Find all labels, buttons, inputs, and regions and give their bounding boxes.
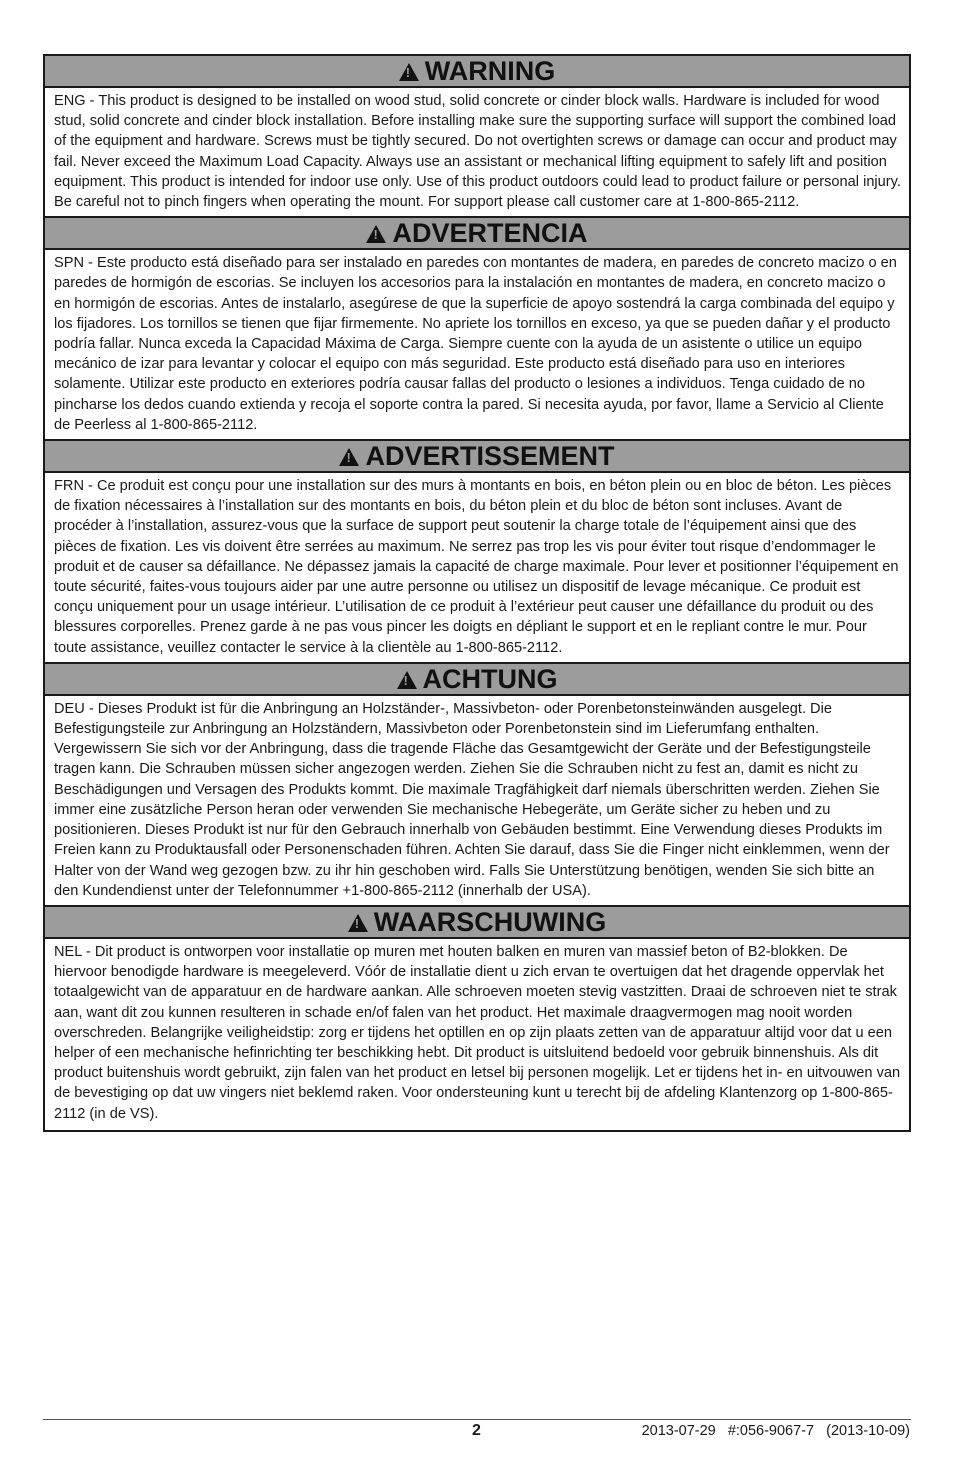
warning-title: WAARSCHUWING [373, 906, 607, 937]
warning-triangle-icon [397, 671, 417, 689]
page-number: 2 [472, 1422, 481, 1439]
warning-text-frn: FRN - Ce produit est conçu pour une installation sur des murs à montants en bois, en béton plein ou en bloc de béton. Les pièces de fixation nécessaires à l’installation sur des montants en bois, du béton plein et du bloc de béton sont incluses. Avant de procéder à l’installation, assurez-vous que la surface de support peut soutenir la charge totale de l’équipement ainsi que des pièces de fixation. Les vis doivent être serrées au maximum. Ne serrez pas trop les vis pour éviter tout risque d’endommager le produit et de causer sa défaillance. Ne dépassez jamais la capacité de charge maximale. Pour lever et positionner l’équipement en toute sécurité, faites-vous toujours aider par une autre personne ou utilisez un dispositif de levage mécanique. Ce produit est conçu uniquement pour un usage intérieur. L’utilisation de ce produit à l’extérieur peut causer une défaillance du produit ou des blessures corporelles. Prenez garde à ne pas vous pincer les doigts en dépliant le support et en le repliant contre le mur. Pour toute assistance, veuillez contacter le service à la clientèle au 1-800-865-2112. [45, 473, 909, 664]
warning-triangle-icon [339, 448, 359, 466]
warning-text-eng: ENG - This product is designed to be installed on wood stud, solid concrete or cinder block walls. Hardware is included for wood stud, solid concrete and cinder block installation. Before installing make sure the supporting surface will support the combined load of the equipment and hardware. Screws must be tightly secured. Do not overtighten screws or damage can occur and product may fail. Never exceed the Maximum Load Capacity. Always use an assistant or mechanical lifting equipment to safely lift and position equipment. This product is intended for indoor use only. Use of this product outdoors could lead to product failure or personal injury. Be careful not to pinch fingers when operating the mount. For support please call customer care at 1-800-865-2112. [45, 88, 909, 218]
warning-triangle-icon [366, 225, 386, 243]
warning-title: ACHTUNG [422, 663, 558, 694]
warning-title: ADVERTENCIA [392, 218, 588, 249]
warning-header-frn [45, 441, 909, 473]
warning-header-spn [45, 218, 909, 250]
warning-header-nel [45, 907, 909, 939]
warning-header-eng [45, 56, 909, 88]
footer-divider [43, 1419, 911, 1420]
warning-triangle-icon [399, 63, 419, 81]
warning-box [43, 54, 911, 1132]
warning-title: WARNING [424, 56, 556, 86]
warning-text-deu: DEU - Dieses Produkt ist für die Anbringung an Holzständer-, Massivbeton- oder Porenbetonsteinwänden ausgelegt. Die Befestigungsteile zur Anbringung an Holzständern, Massivbeton oder Porenbetonstein sind im Lieferumfang enthalten. Vergewissern Sie sich vor der Anbringung, dass die tragende Fläche das Gesamtgewicht der Geräte und der Befestigungsteile tragen kann. Die Schrauben müssen sicher angezogen werden. Ziehen Sie die Schrauben nicht zu fest an, damit es nicht zu Beschädigungen und Versagen des Produkts kommt. Die maximale Tragfähigkeit darf niemals überschritten werden. Ziehen Sie immer eine zusätzliche Person heran oder verwenden Sie mechanische Hebegeräte, um Geräte sicher zu heben und zu positionieren. Dieses Produkt ist nur für den Gebrauch innerhalb von Gebäuden bestimmt. Eine Verwendung dieses Produkts im Freien kann zu Produktausfall oder Personenschaden führen. Achten Sie darauf, dass Sie die Finger nicht einklemmen, wenn der Halter von der Wand weg gezogen bzw. zu ihr hin geschoben wird. Falls Sie Unterstützung benötigen, wenden Sie sich bitte an den Kundendienst unter der Telefonnummer +1-800-865-2112 (innerhalb der USA). [45, 696, 909, 907]
warning-text-spn: SPN - Este producto está diseñado para ser instalado en paredes con montantes de madera, en paredes de concreto macizo o en paredes de hormigón de escorias. Se incluyen los accesorios para la instalación en montantes de madera, en concreto macizo o en hormigón de escorias. Antes de instalarlo, asegúrese de que la superficie de apoyo sostendrá la carga combinada del equipo y los fijadores. Los tornillos se tienen que fijar firmemente. No apriete los tornillos en exceso, ya que se pueden dañar y el producto podría fallar. Nunca exceda la Capacidad Máxima de Carga. Siempre cuente con la ayuda de un asistente o utilice un equipo mecánico de izar para levantar y colocar el equipo con más seguridad. Este producto está diseñado para uso en interiores solamente. Utilizar este producto en exteriores podría causar fallas del producto o lesiones a individuos. Tenga cuidado de no pincharse los dedos cuando extienda y recoja el soporte contra la pared. Si necesita ayuda, por favor, llame a Servicio al Cliente de Peerless al 1-800-865-2112. [45, 250, 909, 441]
warning-header-deu [45, 664, 909, 696]
document-code: 2013-07-29 #:056-9067-7 (2013-10-09) [641, 1423, 910, 1439]
warning-text-nel: NEL - Dit product is ontworpen voor installatie op muren met houten balken en muren van massief beton of B2-blokken. De hiervoor benodigde hardware is meegeleverd. Vóór de installatie dient u zich ervan te overtuigen dat het dragende oppervlak het totaalgewicht van de apparatuur en de hardware aankan. Alle schroeven moeten stevig vastzitten. Draai de schroeven niet te strak aan, want dit zou kunnen resulteren in schade en/of falen van het product. Het maximale draagvermogen mag nooit worden overschreden. Belangrijke veiligheidstip: zorg er tijdens het optillen en op zijn plaats zetten van de apparatuur altijd voor dat u een helper of een mechanische hefinrichting ter beschikking hebt. Dit product is uitsluitend bedoeld voor gebruik binnenshuis. Als dit product buitenshuis wordt gebruikt, zijn falen van het product en letsel bij personen mogelijk. Let er tijdens het in- en uitvouwen van de bevestiging op dat uw vingers niet beklemd raken. Voor ondersteuning kunt u terecht bij de afdeling Klantenzorg op 1-800-865-2112 (in de VS). [54, 943, 901, 1122]
warning-triangle-icon [348, 914, 368, 932]
warning-title: ADVERTISSEMENT [365, 441, 615, 472]
